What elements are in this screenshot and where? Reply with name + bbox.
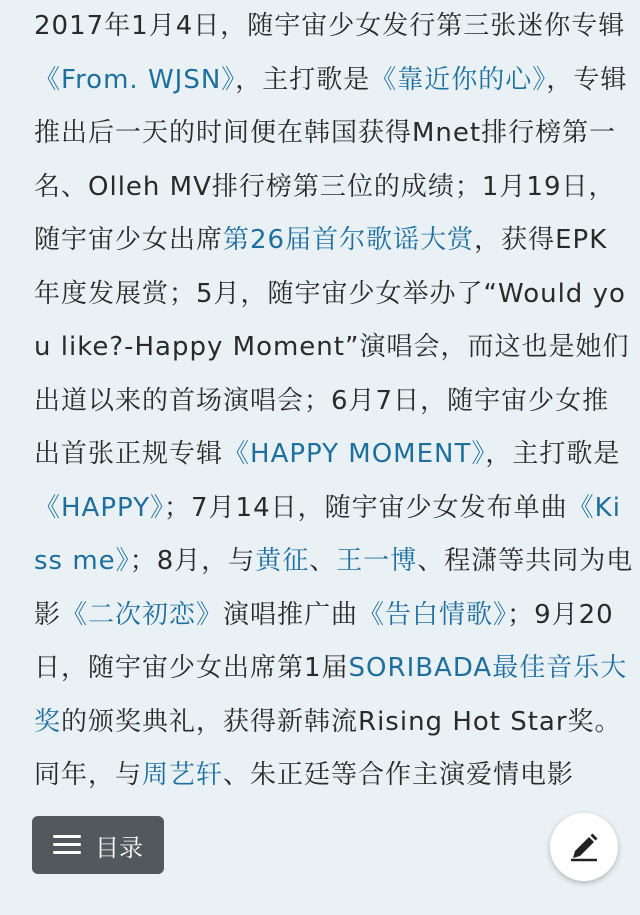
article-text: ，主打歌是 xyxy=(235,64,371,95)
person-link-huang-zheng[interactable]: 黄征 xyxy=(255,546,310,576)
article-text: 的颁奖典礼，获得新韩流Rising Hot Star奖。同年，与 xyxy=(34,706,622,790)
movie-link-second-first-love[interactable]: 《二次初恋》 xyxy=(61,599,224,630)
article-text: ；7月14日，随宇宙少女发布单曲 xyxy=(164,492,568,523)
article-text: ；8月，与 xyxy=(129,546,256,576)
person-link-zhou-yixuan[interactable]: 周艺轩 xyxy=(142,760,224,790)
menu-icon xyxy=(53,834,81,856)
article-text: 演唱推广曲 xyxy=(223,599,359,630)
article-text: ，主打歌是 xyxy=(485,439,621,469)
article-text: ，专辑推出后一天的时间便在韩国获得Mnet排行榜第一名、Olleh MV排行榜第三位的成绩；1月19日，随宇宙少女出席 xyxy=(34,64,628,255)
article-text: ，获得EPK年度发展赏；5月，随宇宙少女举办了“Would you like?-Happy Moment”演唱会，而这也是她们出道以来的首场演唱会；6月7日，随宇宙少女推出首张正规专辑 xyxy=(34,225,630,469)
toc-label: 目录 xyxy=(95,833,143,862)
article-text: 2017年1月4日，随宇宙少女发行第三张迷你专辑 xyxy=(34,11,626,41)
article-paragraph xyxy=(34,0,634,803)
single-link-kiss-me[interactable]: 《Kiss me》 xyxy=(34,492,621,576)
toc-button[interactable] xyxy=(32,816,164,874)
song-link-kaojin[interactable]: 《靠近你的心》 xyxy=(370,64,547,95)
edit-button[interactable] xyxy=(550,813,618,881)
article-text: 、程潇等共同为电影 xyxy=(34,546,634,630)
award-link-seoul-music-awards[interactable]: 第26届首尔歌谣大赏 xyxy=(223,225,475,255)
album-link-happy-moment[interactable]: 《HAPPY MOMENT》 xyxy=(223,439,486,469)
song-link-happy[interactable]: 《HAPPY》 xyxy=(34,492,165,523)
award-link-soribada[interactable]: SORIBADA最佳音乐大奖 xyxy=(34,653,628,737)
article-text: 、 xyxy=(309,546,337,576)
song-link-confession-song[interactable]: 《告白情歌》 xyxy=(358,599,508,630)
article-text: 、朱正廷等合作主演爱情电影 xyxy=(223,760,575,790)
article-text: ；9月20日，随宇宙少女出席第1届 xyxy=(34,599,614,683)
person-link-wang-yibo[interactable]: 王一博 xyxy=(336,546,418,576)
pencil-icon xyxy=(567,830,601,864)
album-link-from-wjsn[interactable]: 《From. WJSN》 xyxy=(34,64,236,95)
